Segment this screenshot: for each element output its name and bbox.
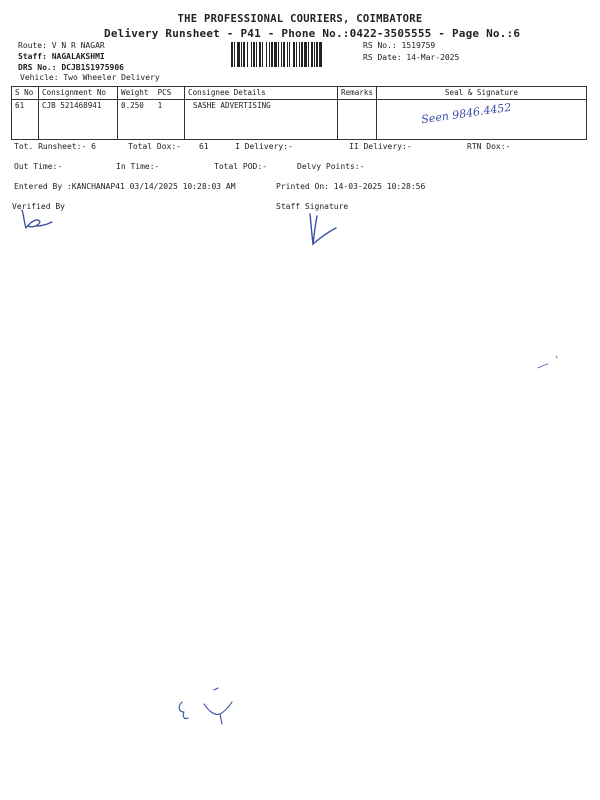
cell-consignee: SASHE ADVERTISING — [185, 100, 338, 140]
i-delivery: I Delivery:- — [235, 142, 293, 151]
vehicle-label: Vehicle: Two Wheeler Delivery — [20, 73, 160, 82]
cell-weight: 0.250 — [121, 101, 144, 110]
rs-date: RS Date: 14-Mar-2025 — [363, 53, 460, 62]
header-sno: S No — [12, 87, 39, 100]
verified-by-label: Verified By — [12, 202, 65, 211]
cell-seal — [377, 100, 587, 140]
header-pcs: PCS — [157, 88, 172, 97]
runsheet-title: Delivery Runsheet - P41 - Phone No.:0422-3505555 - Page No.:6 — [104, 27, 521, 40]
total-dox-value: 61 — [199, 142, 209, 151]
handwritten-receipt: Seen 9846.4452 — [420, 100, 513, 127]
rs-number: RS No.: 1519759 — [363, 41, 436, 50]
printed-on: Printed On: 14-03-2025 10:28:56 — [276, 182, 426, 191]
total-dox-label: Total Dox:- — [128, 142, 181, 151]
table-row — [12, 100, 587, 140]
header-weight: Weight — [121, 88, 149, 97]
cell-consignment: CJB 521468941 — [39, 100, 118, 140]
table-header-row — [12, 87, 587, 100]
entered-by: Entered By :KANCHANAP41 03/14/2025 10:28:03 AM — [14, 182, 236, 191]
header-weight-pcs — [118, 87, 185, 100]
cell-pcs: 1 — [157, 101, 163, 110]
delvy-points: Delvy Points:- — [297, 162, 365, 171]
verified-signature — [18, 206, 58, 232]
drs-number: DRS No.: DCJB1S1975906 — [18, 63, 124, 72]
staff-label: Staff: NAGALAKSHMI — [18, 52, 105, 61]
ii-delivery: II Delivery:- — [349, 142, 412, 151]
in-time: In Time:- — [116, 162, 160, 171]
stray-pen-mark — [536, 352, 564, 372]
runsheet-table — [11, 86, 587, 140]
header-consignee: Consignee Details — [185, 87, 338, 100]
total-pod: Total POD:- — [214, 162, 267, 171]
header-remarks: Remarks — [338, 87, 377, 100]
header-consignment: Consignment No — [39, 87, 118, 100]
header-seal: Seal & Signature — [377, 87, 587, 100]
route-label: Route: V N R NAGAR — [18, 41, 105, 50]
staff-signature-label: Staff Signature — [276, 202, 349, 211]
cell-weight-pcs — [118, 100, 185, 140]
company-title: THE PROFESSIONAL COURIERS, COIMBATORE — [177, 13, 423, 25]
rtn-dox: RTN Dox:- — [467, 142, 511, 151]
out-time: Out Time:- — [14, 162, 63, 171]
staff-signature-mark — [302, 212, 342, 248]
barcode-image — [231, 42, 355, 67]
cell-remarks — [338, 100, 377, 140]
tot-runsheet: Tot. Runsheet:- 6 — [14, 142, 96, 151]
bottom-scribble — [170, 684, 244, 728]
cell-sno: 61 — [12, 100, 39, 140]
